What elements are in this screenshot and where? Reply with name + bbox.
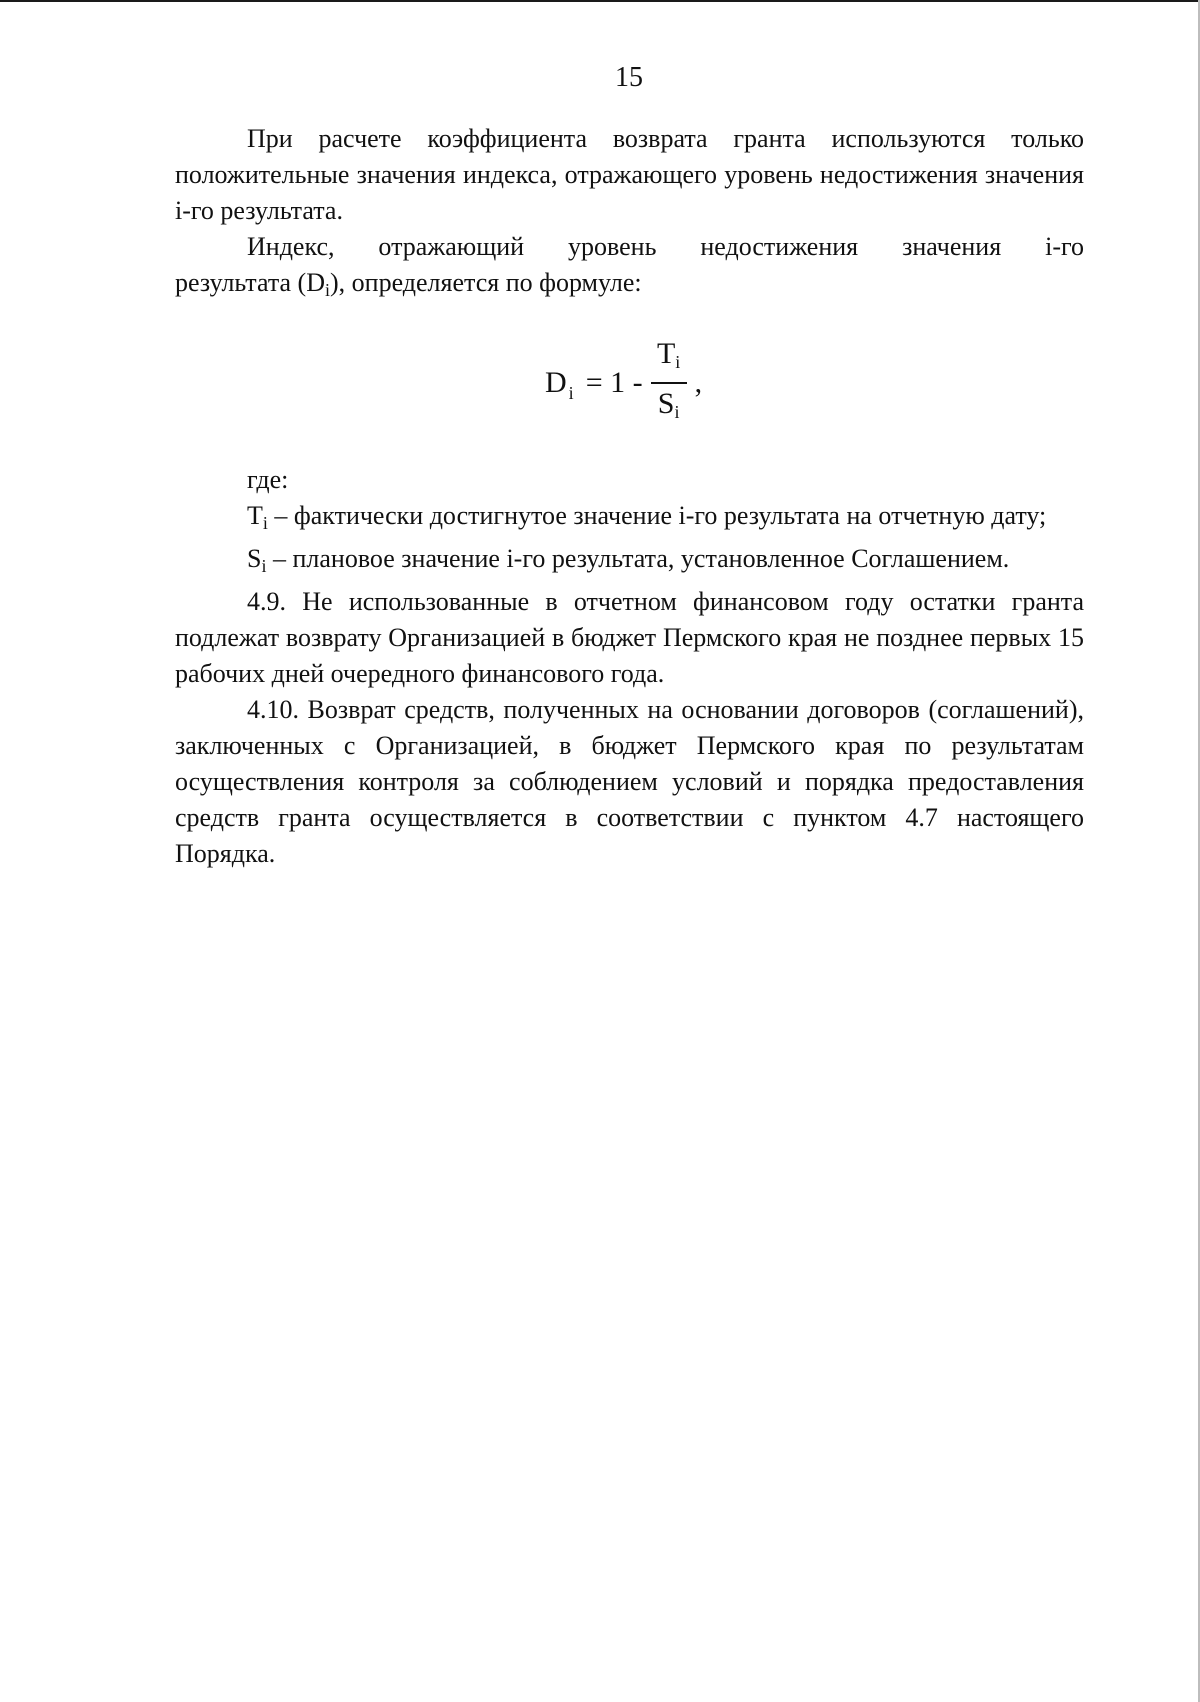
clause-4-9: 4.9. Не использованные в отчетном финансовом году остатки гранта подлежат возврату Организацией в бюджет Пермского края не позднее первых 15 рабочих дней очередного финансового года. (175, 587, 1084, 688)
where-label: где: (247, 465, 289, 494)
s-symbol: S (247, 544, 262, 573)
index-text-before: результата (D (175, 268, 325, 297)
formula-num-symbol: T (656, 337, 676, 370)
clause-4-10: 4.10. Возврат средств, полученных на основании договоров (соглашений), заключенных с Организацией, в бюджет Пермского края по результатам осуществления контроля за соблюдением условий и порядка предоставления средств гранта осуществляется в соответствии с пунктом 4.7 настоящего Порядка. (175, 695, 1084, 868)
paragraph-index-line1: Индекс, отражающий уровень недостижения значения i-го (247, 232, 1084, 261)
formula-equals-one-minus: = 1 - (585, 366, 643, 399)
s-definition-text: – плановое значение i-го результата, установленное Соглашением. (266, 544, 1010, 573)
formula (545, 338, 745, 428)
paragraph-index-line2 (175, 265, 1084, 308)
formula-denominator (658, 384, 680, 432)
index-text-after: ), определяется по формуле: (330, 268, 642, 297)
formula-fraction (651, 334, 687, 432)
formula-numerator (657, 334, 680, 382)
definition-t (175, 498, 1084, 541)
scan-edge (0, 0, 1200, 2)
body-text (175, 121, 1084, 872)
formula-num-subscript: i (675, 352, 681, 372)
formula-den-subscript: i (674, 402, 680, 422)
paragraph-coefficient: При расчете коэффициента возврата гранта используются только положительные значения индекса, отражающего уровень недостижения значения i-го результата. (175, 124, 1084, 225)
definition-s (175, 541, 1084, 584)
formula-den-symbol: S (657, 387, 675, 420)
t-definition-text: – фактически достигнутое значение i-го результата на отчетную дату; (267, 501, 1047, 530)
formula-comma: , (694, 366, 703, 399)
index-subscript: i (324, 280, 330, 300)
t-subscript: i (262, 513, 268, 533)
formula-lhs-subscript: i (568, 382, 574, 403)
page-number: 15 (615, 62, 643, 93)
s-subscript: i (261, 556, 267, 576)
formula-lhs: D (545, 366, 567, 399)
t-symbol: T (247, 501, 263, 530)
